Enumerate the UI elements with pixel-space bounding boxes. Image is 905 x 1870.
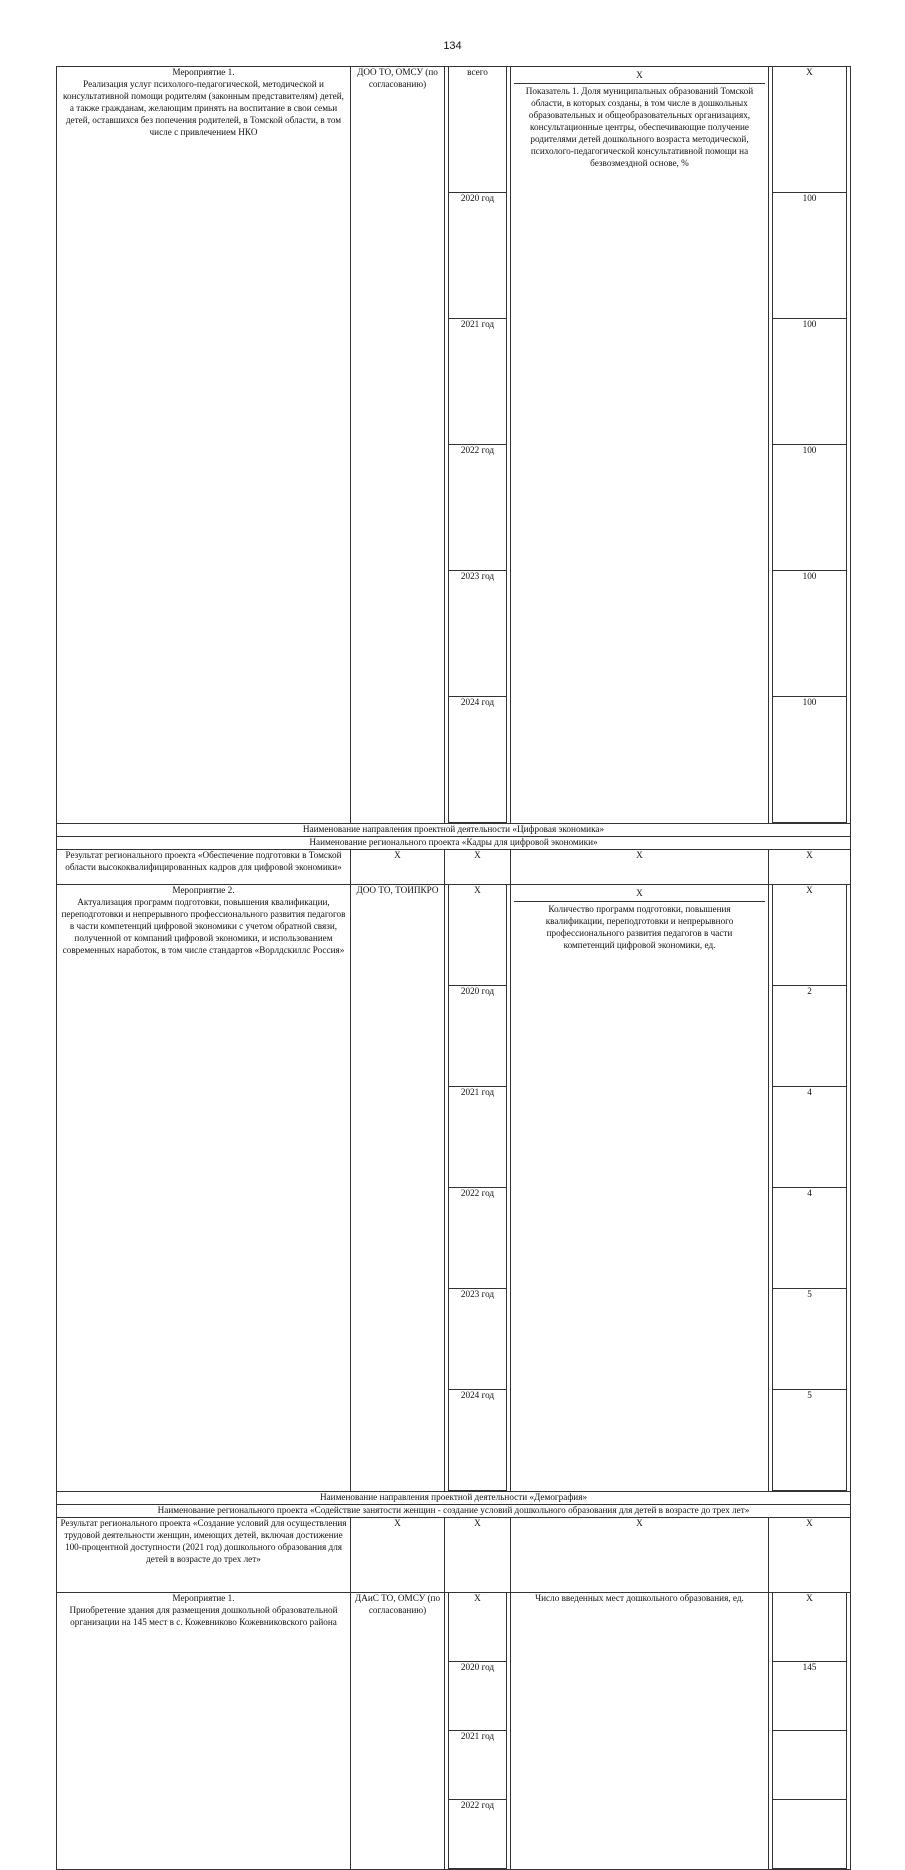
executor-cell: ДАиС ТО, ОМСУ (по согласованию) (351, 1592, 445, 1869)
year-label: 2021 год (449, 319, 507, 445)
indicator-cell: Х (511, 1517, 769, 1592)
year-label: 2022 год (449, 445, 507, 571)
executor-cell: ДОО ТО, ОМСУ (по согласованию) (351, 67, 445, 824)
values-cell (769, 884, 851, 1491)
year-label: 2020 год (449, 985, 507, 1086)
result-text: Результат регионального проекта «Обеспечение подготовки в Томской области высококвалифицированных кадров для цифровой экономики» (57, 849, 351, 884)
executor-cell: Х (351, 1517, 445, 1592)
year-label: 2022 год (449, 1799, 507, 1868)
indicator-text: Количество программ подготовки, повышения квалификации, переподготовки и непрерывного профессионального развития педагогов в части компетенций цифровой экономики, ед. (545, 903, 734, 950)
indicator-text: Показатель 1. Доля муниципальных образований Томской области, в которых созданы, в том числе в дошкольных образовательных и общеобразовательных организациях, консультационные центры, обеспечивающие получение родителями детей дошкольного возраста методической, психолого-педагогической консультативной помощи на безвозмездной основе, % (525, 86, 754, 168)
indicator-value: 100 (773, 319, 847, 445)
event-title: Мероприятие 1. (172, 1592, 235, 1603)
indicator-text: Число введенных мест дошкольного образования, ед. (511, 1592, 769, 1869)
year-label: Х (449, 1593, 507, 1662)
indicator-value: 4 (773, 1187, 847, 1288)
year-label: 2021 год (449, 1086, 507, 1187)
years-cell (445, 884, 511, 1491)
indicator-x: Х (514, 67, 765, 84)
years-cell (445, 67, 511, 824)
year-label: 2021 год (449, 1730, 507, 1799)
indicator-value: 145 (773, 1661, 847, 1730)
table-row-event-3 (57, 1592, 851, 1869)
values-cell (769, 1592, 851, 1869)
project-heading: Наименование регионального проекта «Кадры для цифровой экономики» (57, 836, 851, 849)
year-label: 2024 год (449, 697, 507, 823)
table-row-result (57, 1517, 851, 1592)
indicator-value: Х (773, 1593, 847, 1662)
event-title: Мероприятие 1. (172, 67, 235, 77)
indicator-value: 100 (773, 697, 847, 823)
year-label: 2023 год (449, 571, 507, 697)
year-cell: Х (445, 1517, 511, 1592)
indicator-value: 5 (773, 1389, 847, 1490)
value-cell: Х (769, 849, 851, 884)
program-table (56, 66, 851, 1870)
indicator-value: 100 (773, 445, 847, 571)
year-label: всего (449, 67, 507, 193)
indicator-value: 100 (773, 571, 847, 697)
indicator-cell: Х (511, 849, 769, 884)
table-row-result (57, 849, 851, 884)
table-row-direction (57, 1491, 851, 1504)
year-label: 2022 год (449, 1187, 507, 1288)
years-cell (445, 1592, 511, 1869)
table-row-event-2 (57, 884, 851, 1491)
executor-cell: ДОО ТО, ТОИПКРО (351, 884, 445, 1491)
event-text: Реализация услуг психолого-педагогической, методической и консультативной помощи родителям (законным представителям) детей, а также гражданам, желающим принять на воспитание в свои семьи детей, оставшихся без попечения родителей, в Томской области, в том числе с привлечением НКО (63, 78, 344, 137)
event-description-cell (57, 884, 351, 1491)
indicator-value: 4 (773, 1086, 847, 1187)
direction-heading: Наименование направления проектной деятельности «Цифровая экономика» (57, 824, 851, 837)
event-text: Актуализация программ подготовки, повышения квалификации, переподготовки и непрерывного профессионального развития педагогов в части компетенций цифровой экономики с учетом обратной связи, полученной от компаний цифровой экономики, и использованием современных наработок, в том числе стандартов «Ворлдскиллс Россия» (61, 896, 346, 955)
direction-heading: Наименование направления проектной деятельности «Демография» (57, 1491, 851, 1504)
indicator-value (773, 1799, 847, 1868)
executor-cell: Х (351, 849, 445, 884)
indicator-cell (511, 67, 769, 824)
table-row-project (57, 836, 851, 849)
indicator-value: Х (773, 885, 847, 986)
indicator-value: Х (773, 67, 847, 193)
table-row-direction (57, 824, 851, 837)
indicator-value: 5 (773, 1288, 847, 1389)
event-description-cell (57, 1592, 351, 1869)
table-row-project (57, 1504, 851, 1517)
year-label: 2024 год (449, 1389, 507, 1490)
page-number: 134 (443, 40, 462, 52)
indicator-cell (511, 884, 769, 1491)
table-row-event-1 (57, 67, 851, 824)
indicator-value (773, 1730, 847, 1799)
event-title: Мероприятие 2. (172, 884, 235, 895)
year-cell: Х (445, 849, 511, 884)
event-text: Приобретение здания для размещения дошкольной образовательной организации на 145 мест в с. Кожевниково Кожевниковского района (69, 1604, 338, 1627)
indicator-x: Х (514, 885, 765, 902)
event-description-cell (57, 67, 351, 824)
year-label: 2020 год (449, 1661, 507, 1730)
year-label: 2023 год (449, 1288, 507, 1389)
values-cell (769, 67, 851, 824)
indicator-value: 2 (773, 985, 847, 1086)
value-cell: Х (769, 1517, 851, 1592)
year-label: 2020 год (449, 193, 507, 319)
project-heading: Наименование регионального проекта «Содействие занятости женщин - создание условий дошкольного образования для детей в возрасте до трех лет» (57, 1504, 851, 1517)
result-text: Результат регионального проекта «Создание условий для осуществления трудовой деятельности женщин, имеющих детей, включая достижение 100-процентной доступности (2021 год) дошкольного образования для детей в возрасте до трех лет» (57, 1517, 351, 1592)
year-label: Х (449, 885, 507, 986)
indicator-value: 100 (773, 193, 847, 319)
